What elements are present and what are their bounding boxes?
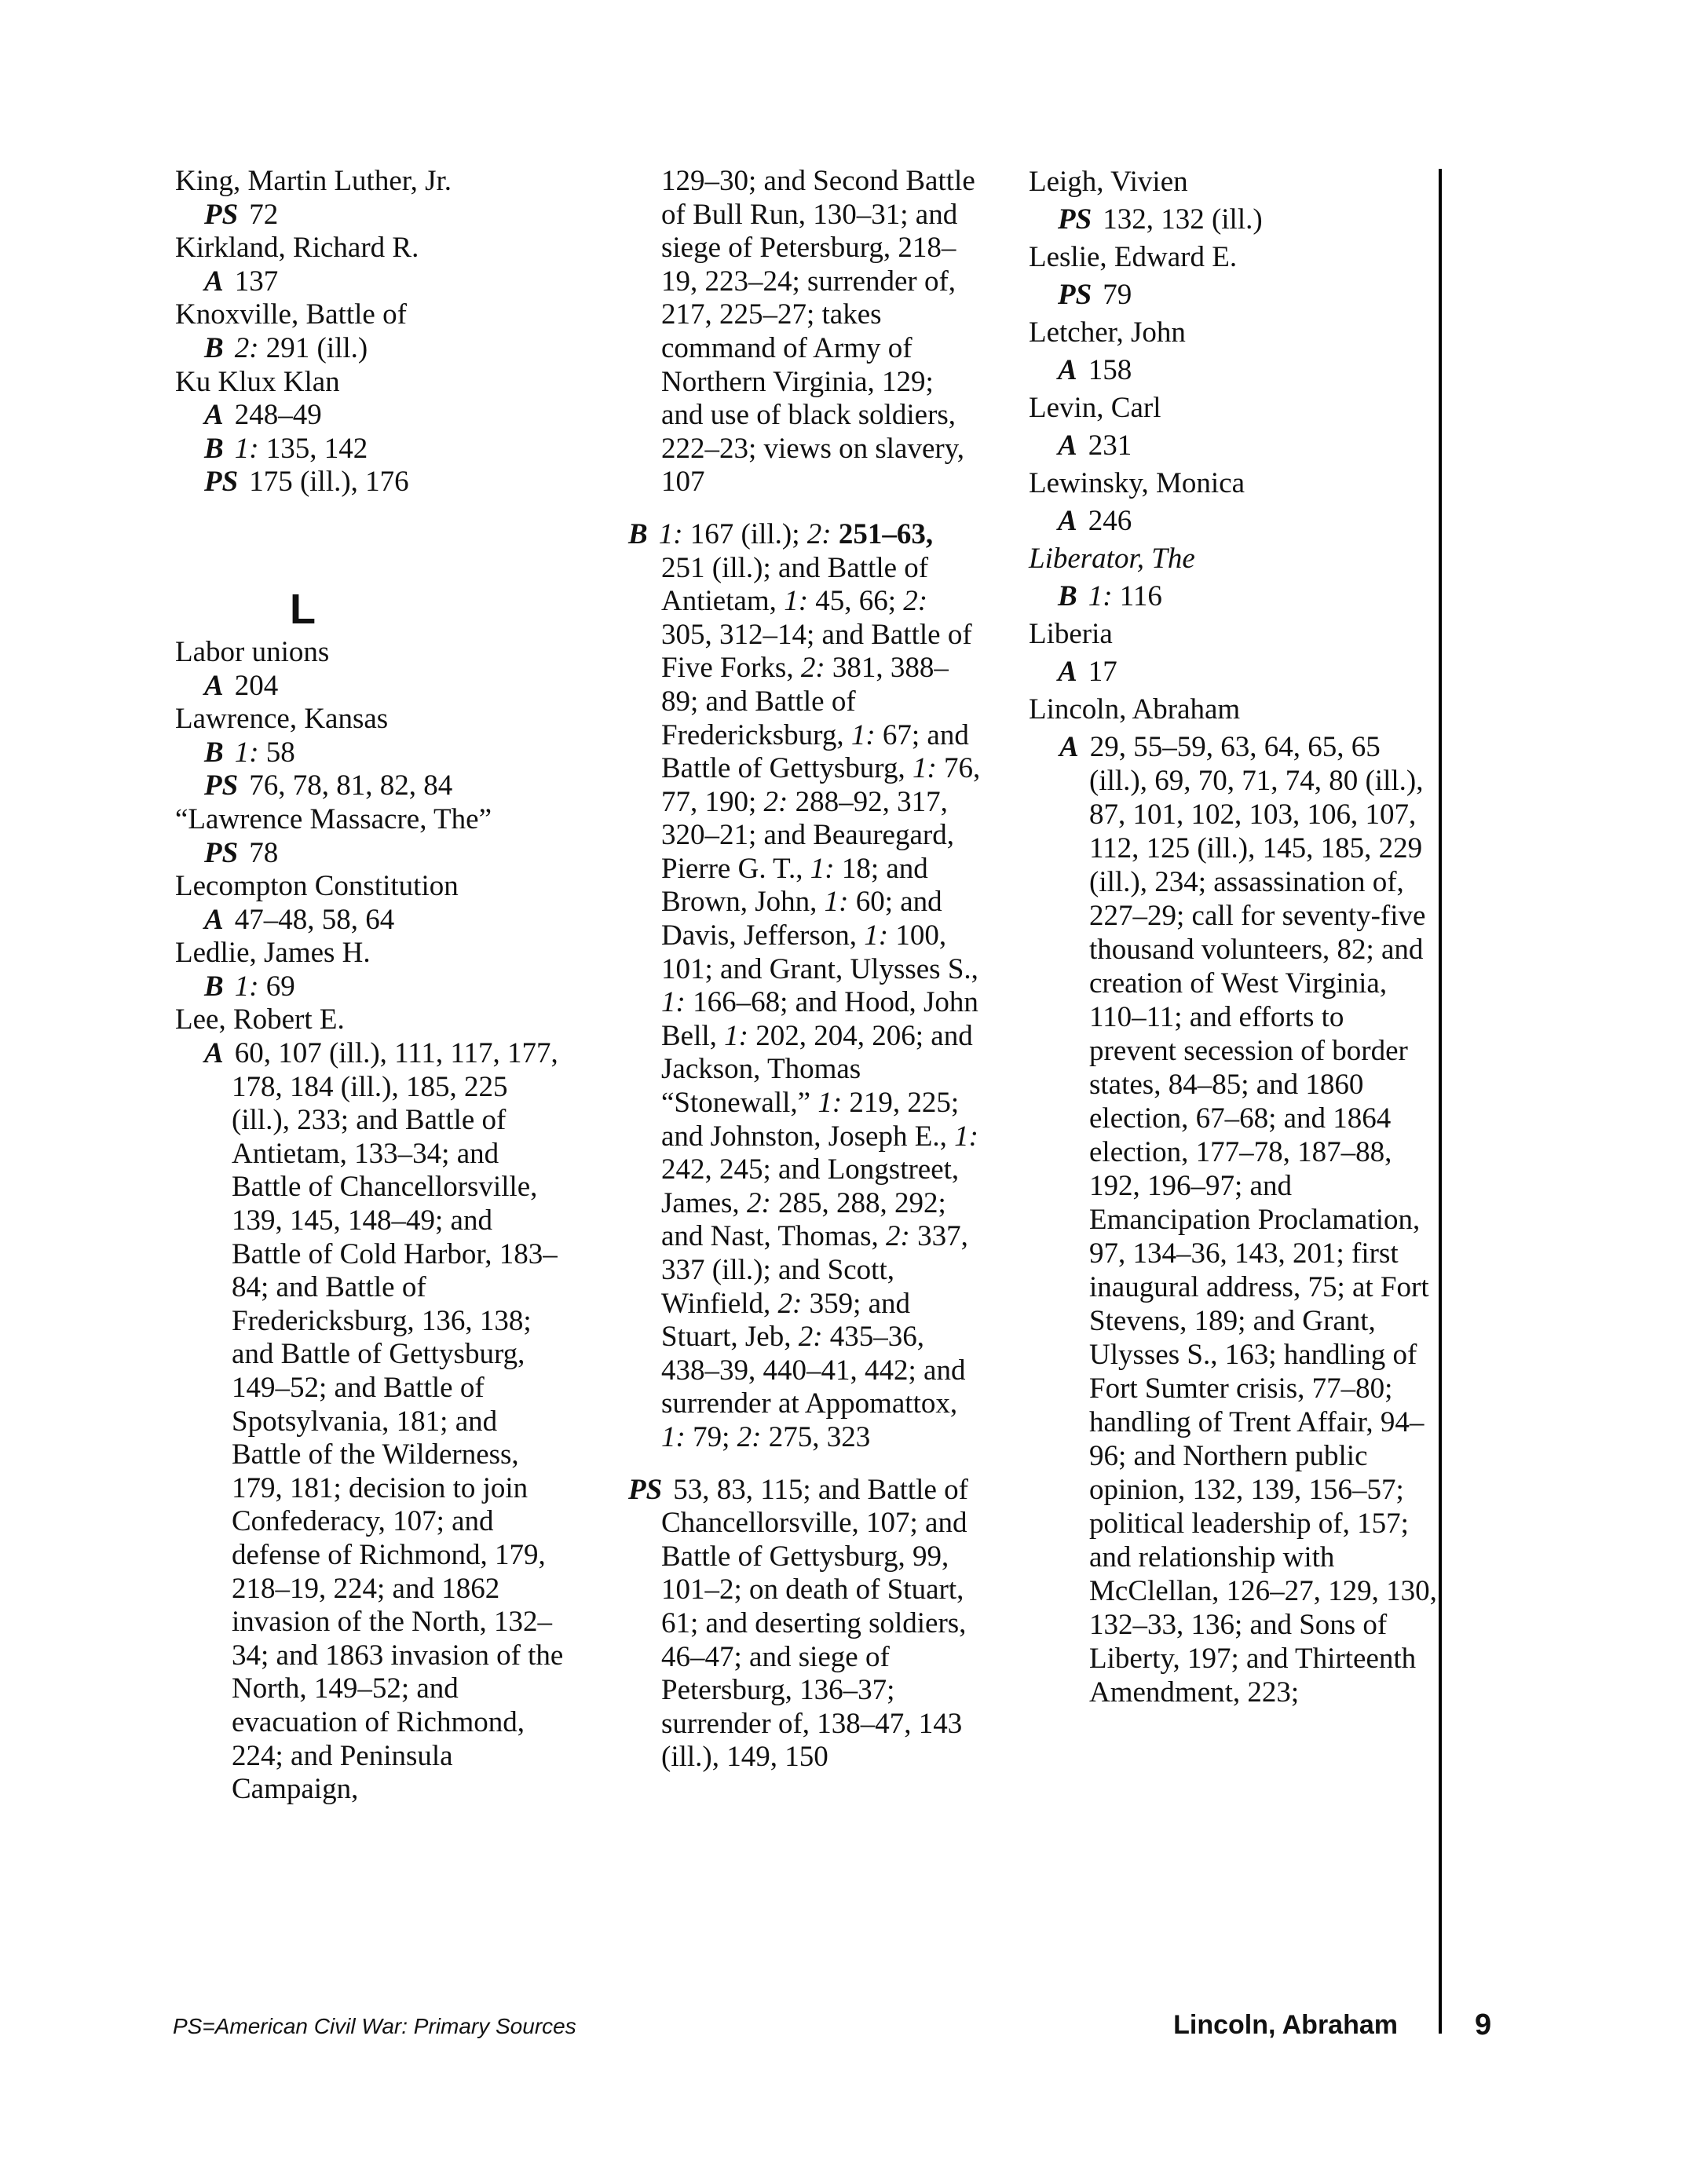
entry-pages: 305, 312–14; and Battle of Five Forks,	[661, 618, 972, 685]
abbr-a: A	[1059, 731, 1079, 763]
abbr-ps: PS	[628, 1473, 663, 1506]
volume-number: 2:	[234, 331, 259, 364]
abbr-a: A	[204, 1037, 224, 1070]
abbr-ps: PS	[204, 836, 239, 869]
volume-number: 1:	[1088, 580, 1113, 612]
entry-heading: Levin, Carl	[1029, 392, 1161, 424]
entry-pages: 53, 83, 115; and Battle of Chancellorsville, 107; and Battle of Gettysburg, 99, 101–2; on death of Stuart, 61; and deserting soldiers, 46–47; and siege of Petersburg, 136–37; surrender of, 138–47, 143 (ill.), 149, 150	[661, 1473, 968, 1774]
entry-pages: 204	[234, 669, 279, 702]
page-number: 9	[1475, 2008, 1492, 2041]
volume-number: 2:	[746, 1186, 771, 1219]
entry-block-ps	[628, 1474, 982, 1774]
volume-number: 2:	[806, 517, 832, 550]
abbr-a: A	[204, 669, 224, 702]
entry-block-b	[628, 518, 982, 1455]
footer-legend: PS=American Civil War: Primary Sources	[173, 2014, 576, 2038]
entry-pages: 242, 245; and Longstreet, James,	[661, 1153, 960, 1219]
entry-heading: Ledlie, James H.	[175, 937, 371, 970]
entry-heading: King, Martin Luther, Jr.	[175, 165, 452, 197]
entry-pages: 137	[234, 265, 279, 298]
entry-pages: 246	[1088, 505, 1132, 537]
index-column-1	[175, 165, 568, 1807]
volume-number: 1:	[661, 986, 686, 1019]
entry-pages: 359; and Stuart, Jeb,	[661, 1287, 911, 1354]
entry-pages: 158	[1088, 354, 1132, 386]
volume-number: 1:	[724, 1019, 748, 1052]
entry-heading: “Lawrence Massacre, The”	[175, 802, 492, 835]
volume-number: 2:	[798, 1321, 823, 1354]
entry-pages: 135, 142	[265, 432, 368, 465]
entry-pages: 275, 323	[768, 1420, 871, 1453]
volume-number: 1:	[912, 752, 937, 785]
entry-pages: 60; and Davis, Jefferson,	[661, 886, 942, 952]
entry-pages: 167 (ill.);	[689, 517, 800, 550]
volume-number: 1:	[817, 1087, 843, 1120]
entry-pages: 60, 107 (ill.), 111, 117, 177, 178, 184 (ill.), 185, 225 (ill.), 233; and Battle of Antietam, 133–34; and Battle of Chancellorsville, 139, 145, 148–49; and Battle of Cold Harbor, 183–84; and Battle of Fredericksburg, 136, 138; and Battle of Gettysburg, 149–52; and Battle of Spotsylvania, 181; and Battle of the Wilderness, 179, 181; decision to join Confederacy, 107; and defense of Richmond, 179, 218–19, 224; and 1862 invasion of the North, 132–34; and 1863 invasion of the North, 149–52; and evacuation of Richmond, 224; and Peninsula Campaign,	[232, 1037, 564, 1806]
volume-number: 1:	[954, 1120, 978, 1153]
abbr-ps: PS	[1058, 203, 1092, 236]
entry-pages: 132, 132 (ill.)	[1103, 203, 1263, 236]
entry-pages: 79;	[693, 1420, 730, 1453]
abbr-b: B	[204, 432, 224, 465]
entry-heading: Leslie, Edward E.	[1029, 241, 1238, 273]
abbr-b: B	[1058, 580, 1077, 612]
abbr-a: A	[1058, 656, 1077, 688]
entry-pages: 76, 77, 190;	[661, 752, 981, 818]
abbr-b: B	[204, 736, 224, 769]
entry-heading: Liberator, The	[1029, 543, 1195, 575]
abbr-ps: PS	[204, 198, 239, 231]
vertical-rule	[1439, 169, 1442, 2034]
volume-number: 1:	[234, 432, 259, 465]
entry-continuation: 129–30; and Second Battle of Bull Run, 130–31; and siege of Petersburg, 218–19, 223–24; surrender of, 217, 225–27; takes command of Army of Northern Virginia, 129; and use of black soldiers, 222–23; views on slavery, 107	[661, 165, 975, 499]
abbr-a: A	[1058, 429, 1077, 462]
volume-number: 2:	[903, 585, 928, 618]
entry-pages: 67; and Battle of Gettysburg,	[661, 718, 969, 785]
volume-number: 2:	[777, 1287, 803, 1320]
abbr-ps: PS	[1058, 279, 1092, 311]
entry-pages: 248–49	[234, 399, 322, 432]
index-column-3	[1029, 165, 1437, 1709]
entry-heading: Lecompton Constitution	[175, 870, 459, 903]
entry-heading: Lincoln, Abraham	[1029, 693, 1241, 725]
volume-number: 1:	[810, 852, 835, 885]
entry-pages: 72	[249, 198, 279, 231]
main-entry-pages: 251–63,	[838, 517, 934, 550]
entry-pages: 78	[249, 836, 279, 869]
entry-pages: 288–92, 317, 320–21; and Beauregard, Pierre G. T.,	[661, 785, 954, 885]
abbr-a: A	[1058, 354, 1077, 386]
volume-number: 2:	[886, 1220, 910, 1253]
entry-heading: Lee, Robert E.	[175, 1003, 345, 1036]
entry-heading: Lewinsky, Monica	[1029, 467, 1245, 499]
entry-heading: Liberia	[1029, 618, 1113, 650]
abbr-b: B	[204, 970, 224, 1003]
running-head: Lincoln, Abraham	[1173, 2010, 1398, 2040]
volume-number: 1:	[784, 585, 809, 618]
volume-number: 1:	[850, 718, 876, 751]
entry-heading: Kirkland, Richard R.	[175, 232, 419, 265]
volume-number: 1:	[234, 970, 259, 1003]
entry-pages: 69	[265, 970, 295, 1003]
volume-number: 2:	[763, 785, 788, 818]
entry-pages: 337, 337 (ill.); and Scott, Winfield,	[661, 1220, 968, 1320]
entry-heading: Ku Klux Klan	[175, 365, 340, 398]
entry-pages: 291 (ill.)	[265, 331, 368, 364]
entry-pages: 17	[1088, 656, 1117, 688]
entry-pages: 285, 288, 292; and Nast, Thomas,	[661, 1186, 946, 1253]
entry-pages: 100, 101; and Grant, Ulysses S.,	[661, 919, 978, 985]
volume-number: 1:	[658, 517, 683, 550]
entry-pages: 47–48, 58, 64	[234, 903, 395, 936]
volume-number: 1:	[234, 736, 259, 769]
entry-pages: 58	[265, 736, 295, 769]
entry-pages: 29, 55–59, 63, 64, 65, 65 (ill.), 69, 70, 71, 74, 80 (ill.), 87, 101, 102, 103, 106, 107, 112, 125 (ill.), 145, 185, 229 (ill.), 234; assassination of, 227–29; call for seventy-five thousand volunteers, 82; and creation of West Virginia, 110–11; and efforts to prevent secession of border states, 84–85; and 1860 election, 67–68; and 1864 election, 177–78, 187–88, 192, 196–97; and Emancipation Proclamation, 97, 134–36, 143, 201; first inaugural address, 75; at Fort Stevens, 189; and Grant, Ulysses S., 163; handling of Fort Sumter crisis, 77–80; handling of Trent Affair, 94–96; and Northern public opinion, 132, 139, 156–57; political leadership of, 157; and relationship with McClellan, 126–27, 129, 130, 132–33, 136; and Sons of Liberty, 197; and Thirteenth Amendment, 223;	[1089, 731, 1437, 1709]
entry-heading: Letcher, John	[1029, 316, 1186, 349]
volume-number: 1:	[661, 1420, 686, 1453]
entry-pages: 116	[1119, 580, 1162, 612]
entry-heading: Lawrence, Kansas	[175, 703, 389, 736]
abbr-a: A	[204, 903, 224, 936]
entry-heading: Knoxville, Battle of	[175, 298, 407, 331]
entry-pages: 166–68; and Hood, John Bell,	[661, 986, 978, 1052]
entry-pages: 175 (ill.), 176	[249, 466, 409, 499]
volume-number: 1:	[824, 886, 849, 919]
entry-pages: 435–36, 438–39, 440–41, 442; and surrender at Appomattox,	[661, 1321, 966, 1420]
entry-heading: Leigh, Vivien	[1029, 166, 1188, 198]
abbr-ps: PS	[204, 466, 239, 499]
abbr-a: A	[1058, 505, 1077, 537]
volume-number: 2:	[800, 652, 825, 685]
index-column-2	[628, 165, 982, 1793]
entry-pages: 219, 225; and Johnston, Joseph E.,	[661, 1087, 960, 1153]
entry-pages: 79	[1103, 279, 1132, 311]
entry-pages: 251 (ill.); and Battle of Antietam,	[661, 551, 929, 618]
entry-pages: 381, 388–89; and Battle of Fredericksburg,	[661, 652, 949, 751]
abbr-b: B	[628, 517, 648, 550]
entry-pages: 76, 78, 81, 82, 84	[249, 769, 453, 802]
entry-pages: 231	[1088, 429, 1132, 462]
volume-number: 2:	[737, 1420, 762, 1453]
abbr-ps: PS	[204, 769, 239, 802]
volume-number: 1:	[864, 919, 889, 952]
abbr-b: B	[204, 331, 224, 364]
abbr-a: A	[204, 265, 224, 298]
abbr-a: A	[204, 399, 224, 432]
section-letter: L	[290, 585, 316, 633]
entry-pages: 202, 204, 206; and Jackson, Thomas “Stonewall,”	[661, 1019, 973, 1120]
entry-pages: 18; and Brown, John,	[661, 852, 928, 919]
entry-heading: Labor unions	[175, 635, 330, 668]
entry-pages: 45, 66;	[815, 585, 897, 618]
